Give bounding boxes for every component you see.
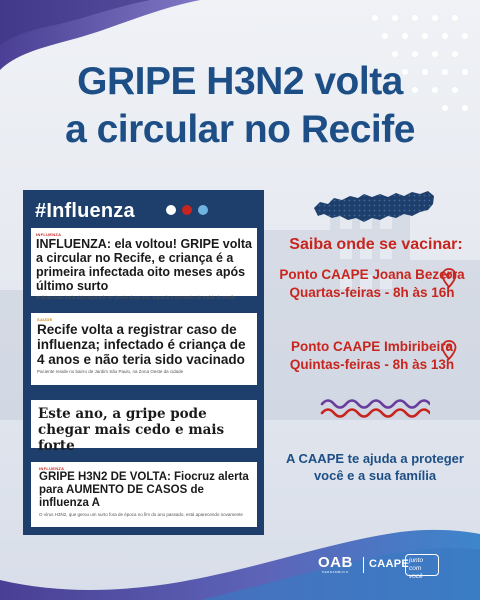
title-line-1: GRIPE H3N2 volta bbox=[77, 60, 403, 103]
junto-com-voce-badge bbox=[405, 554, 439, 580]
footer-message-line-1: A CAAPE te ajuda a proteger bbox=[286, 451, 464, 466]
location-pin-icon bbox=[441, 268, 457, 288]
news-card-tag: INFLUENZA bbox=[39, 466, 65, 471]
news-card-subtitle: O último caso havia sido registrado em janeiro deste ano, segundo a Secretaria de Saúde do Recife bbox=[36, 295, 236, 300]
title-line-2: a circular no Recife bbox=[65, 108, 415, 151]
news-card-headline: GRIPE H3N2 DE VOLTA: Fiocruz alerta para AUMENTO DE CASOS de influenza A bbox=[39, 471, 249, 509]
logo-divider bbox=[363, 557, 364, 573]
news-card-headline: Recife volta a registrar caso de influenza; infectado é criança de 4 anos e não teria sido vacinado bbox=[37, 322, 246, 367]
page-title bbox=[0, 58, 480, 154]
news-card-2 bbox=[31, 313, 257, 385]
location-schedule: Quartas-feiras - 8h às 16h bbox=[289, 285, 455, 300]
junto-line-1: junto bbox=[409, 557, 424, 564]
panel-hashtag: #Influenza bbox=[35, 200, 135, 222]
news-card-tag: SAÚDE bbox=[37, 317, 53, 322]
pernambuco-map-icon bbox=[312, 188, 436, 226]
news-card-headline: Este ano, a gripe pode chegar mais cedo e mais forte bbox=[38, 406, 225, 454]
location-schedule: Quintas-feiras - 8h às 13h bbox=[289, 357, 455, 372]
location-pin-icon bbox=[441, 340, 457, 360]
location-name: Ponto CAAPE Imbiribeira bbox=[290, 339, 454, 354]
squiggle-decoration bbox=[320, 396, 430, 420]
caape-logo: CAAPE bbox=[369, 558, 410, 570]
dot-red bbox=[182, 205, 192, 215]
panel-dots bbox=[166, 205, 208, 215]
oab-logo-subtext: PERNAMBUCO bbox=[322, 570, 349, 574]
news-card-subtitle: Paciente reside no bairro de Jardim São Paulo, na Zona Oeste da cidade bbox=[37, 369, 184, 374]
footer-message-line-2: você e a sua família bbox=[313, 468, 437, 483]
news-card-headline: INFLUENZA: ela voltou! GRIPE volta a circular no Recife, e criança é a primeira infectada oito meses após último surto bbox=[36, 237, 252, 293]
location-name: Ponto CAAPE Joana Bezerra bbox=[279, 267, 465, 282]
news-card-1 bbox=[31, 228, 257, 300]
news-card-subtitle: O vírus H3N2, que gerou um surto fora de época no fim do ano passado, está aparecendo novamente bbox=[39, 512, 243, 517]
dot-white bbox=[166, 205, 176, 215]
vaccination-heading: Saiba onde se vacinar: bbox=[289, 236, 463, 253]
oab-logo bbox=[318, 555, 353, 574]
dot-light-blue bbox=[198, 205, 208, 215]
news-card-3 bbox=[31, 400, 257, 454]
oab-logo-text: OAB bbox=[318, 554, 353, 571]
news-card-tag: INFLUENZA bbox=[36, 232, 62, 237]
footer-message bbox=[270, 450, 480, 484]
junto-line-2: com você bbox=[409, 565, 423, 580]
news-card-4 bbox=[31, 462, 257, 527]
